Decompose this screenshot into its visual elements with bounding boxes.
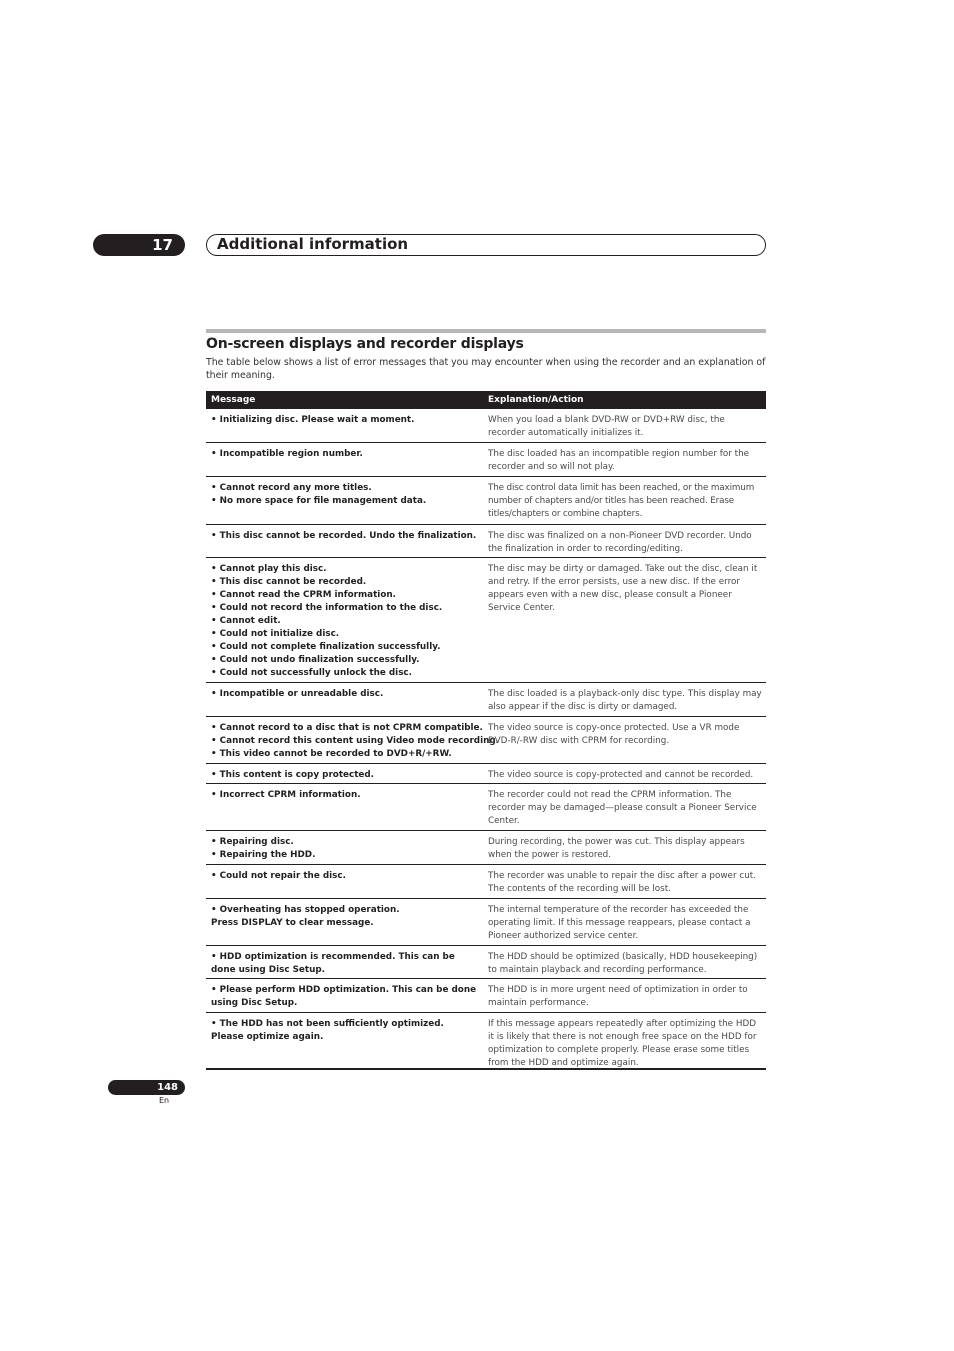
message-cell — [206, 683, 483, 716]
explanation-cell: The recorder could not read the CPRM information. The recorder may be damaged—please consult a Pioneer Service Center. — [488, 790, 757, 826]
table-body — [206, 409, 766, 1070]
table-row — [206, 784, 766, 831]
page-number-badge — [108, 1080, 185, 1095]
explanation-cell: The video source is copy-protected and cannot be recorded. — [488, 770, 754, 780]
message-text: • Could not successfully unlock the disc. — [211, 668, 412, 678]
message-text: • No more space for file management data. — [211, 496, 427, 506]
message-cell — [206, 831, 483, 864]
message-text: • Initializing disc. Please wait a moment. — [211, 415, 415, 425]
message-cell — [206, 443, 483, 476]
message-text: • Could not initialize disc. — [211, 629, 340, 639]
message-text: • The HDD has not been sufficiently optimized. Please optimize again. — [211, 1019, 444, 1042]
explanation-cell: The HDD should be optimized (basically, HDD housekeeping) to maintain playback and recording performance. — [488, 952, 758, 975]
table-row — [206, 865, 766, 899]
message-text: • Cannot play this disc. — [211, 564, 327, 574]
table-row — [206, 443, 766, 477]
explanation-cell: The disc loaded is a playback-only disc type. This display may also appear if the disc is dirty or damaged. — [488, 689, 762, 712]
message-cell — [206, 764, 483, 783]
message-cell — [206, 784, 483, 830]
table-row — [206, 979, 766, 1013]
chapter-number: 17 — [152, 236, 173, 254]
explanation-cell: If this message appears repeatedly after optimizing the HDD it is likely that there is not enough free space on the HDD for optimization to complete properly. Please erase some titles from the HDD and optimize again. — [488, 1019, 757, 1068]
message-text: • Incorrect CPRM information. — [211, 790, 361, 800]
message-text: • Cannot record to a disc that is not CPRM compatible. — [211, 723, 483, 733]
chapter-title: Additional information — [217, 235, 409, 253]
message-cell — [206, 899, 483, 945]
table-row — [206, 1013, 766, 1070]
table-row — [206, 409, 766, 443]
error-message-table — [206, 391, 766, 1070]
table-row — [206, 946, 766, 979]
explanation-cell: The disc was finalized on a non-Pioneer DVD recorder. Undo the finalization in order to recording/editing. — [488, 531, 752, 554]
message-text: • Overheating has stopped operation. — [211, 905, 400, 915]
message-text: • HDD optimization is recommended. This can be done using Disc Setup. — [211, 952, 455, 975]
explanation-cell: The disc may be dirty or damaged. Take out the disc, clean it and retry. If the error persists, use a new disc. If the error appears even with a new disc, please consult a Pioneer Service Center. — [488, 564, 758, 613]
message-cell — [206, 1013, 483, 1068]
message-text: • Please perform HDD optimization. This can be done using Disc Setup. — [211, 985, 477, 1008]
message-text: • Cannot read the CPRM information. — [211, 590, 396, 600]
message-text: • Incompatible region number. — [211, 449, 363, 459]
message-cell — [206, 979, 483, 1012]
message-text: Press DISPLAY to clear message. — [211, 918, 374, 928]
message-text: • This content is copy protected. — [211, 770, 375, 780]
section-intro: The table below shows a list of error messages that you may encounter when using the recorder and an explanation of their meaning. — [206, 357, 766, 381]
message-cell — [206, 409, 483, 442]
explanation-cell: The disc control data limit has been reached, or the maximum number of chapters and/or titles has been reached. Erase titles/chapters or combine chapters. — [488, 483, 755, 519]
section-divider — [206, 329, 766, 333]
page-number: 148 — [157, 1082, 178, 1093]
explanation-cell: The internal temperature of the recorder has exceeded the operating limit. If this message reappears, please contact a Pioneer authorized service center. — [488, 905, 751, 941]
table-row — [206, 525, 766, 558]
message-text: • This disc cannot be recorded. — [211, 577, 367, 587]
message-cell — [206, 525, 483, 557]
message-text: • Could not complete finalization successfully. — [211, 642, 441, 652]
table-row — [206, 764, 766, 784]
explanation-cell: When you load a blank DVD-RW or DVD+RW disc, the recorder automatically initializes it. — [488, 415, 725, 438]
explanation-cell: The disc loaded has an incompatible region number for the recorder and so will not play. — [488, 449, 750, 472]
chapter-number-badge — [93, 234, 185, 256]
message-text: • Repairing the HDD. — [211, 850, 316, 860]
table-row — [206, 558, 766, 683]
section-title: On-screen displays and recorder displays — [206, 336, 524, 352]
message-text: • Cannot edit. — [211, 616, 281, 626]
explanation-cell: During recording, the power was cut. This display appears when the power is restored. — [488, 837, 745, 860]
language-code: En — [159, 1096, 170, 1105]
table-header — [206, 391, 766, 409]
explanation-column-header: Explanation/Action — [488, 395, 584, 405]
message-cell — [206, 477, 483, 524]
message-text: • Could not record the information to the disc. — [211, 603, 443, 613]
message-text: • Cannot record any more titles. — [211, 483, 372, 493]
message-cell — [206, 717, 500, 763]
table-row — [206, 831, 766, 865]
message-text: • Could not repair the disc. — [211, 871, 346, 881]
message-text: • This disc cannot be recorded. Undo the finalization. — [211, 531, 477, 541]
message-text: • Cannot record this content using Video mode recording. — [211, 736, 500, 746]
message-text: • This video cannot be recorded to DVD+R/+RW. — [211, 749, 452, 759]
explanation-cell: The HDD is in more urgent need of optimization in order to maintain performance. — [488, 985, 748, 1008]
message-cell — [206, 865, 483, 898]
table-row — [206, 477, 766, 525]
message-text: • Could not undo finalization successfully. — [211, 655, 420, 665]
explanation-cell: The video source is copy-once protected. Use a VR mode DVD-R/-RW disc with CPRM for recording. — [488, 723, 740, 746]
message-cell — [206, 558, 483, 682]
message-column-header: Message — [211, 395, 256, 405]
message-text: • Repairing disc. — [211, 837, 294, 847]
table-row — [206, 717, 766, 764]
table-row — [206, 899, 766, 946]
explanation-cell: The recorder was unable to repair the disc after a power cut. The contents of the recording will be lost. — [488, 871, 757, 894]
message-cell — [206, 946, 483, 978]
message-text: • Incompatible or unreadable disc. — [211, 689, 384, 699]
chapter-header — [206, 234, 766, 256]
table-row — [206, 683, 766, 717]
